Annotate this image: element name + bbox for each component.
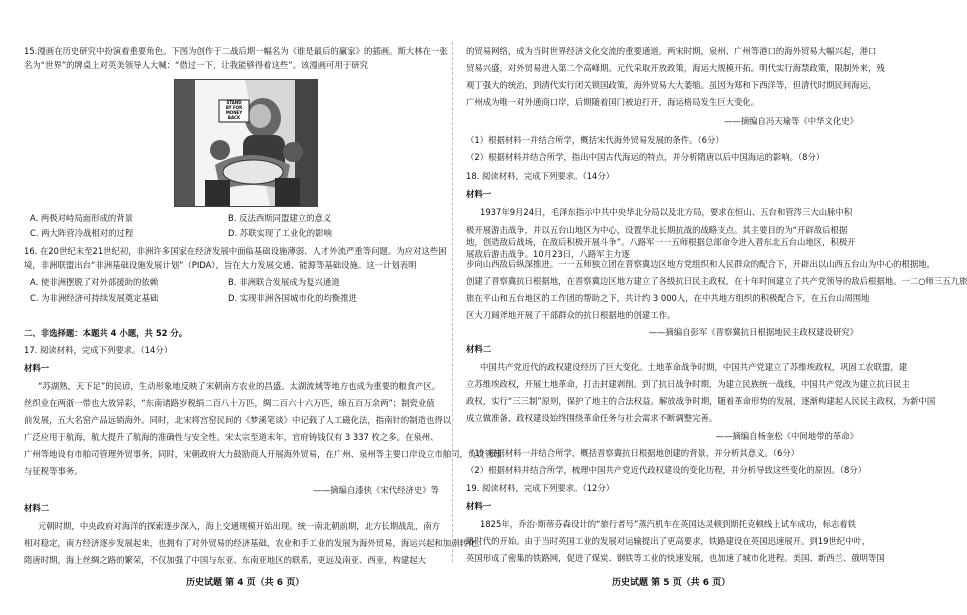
q19-material-1-line: 1825年，乔治·斯蒂芬森设计的“旅行者号”蒸汽机车在英国达灵顿到斯托克顿线上试车成功，标志着铁 xyxy=(480,519,857,529)
q17-material-2-line: 元朝时期，中央政府对海洋的探索逐步深入，海上交通规模开始出现。统一南北朝前期，北方长期战乱，南方 xyxy=(38,521,440,531)
q17-title: 17. 阅读材料，完成下列要求。（14分） xyxy=(24,345,173,355)
q17-material-1-label: 材料一 xyxy=(24,363,50,373)
q18-material-2-label: 材料二 xyxy=(466,344,492,354)
cartoon-illustration xyxy=(175,80,317,206)
q18-requirement-1: （1）根据材料一并结合所学，概括晋察冀抗日根据地创建的背景，并分析其意义。（6分） xyxy=(466,448,800,458)
q18-material-2-line: 政权，实行“三三制”原则，保护了地主的合法权益。解放战争时期，随着革命形势的发展，逐渐构建起人民民主政权，为新中国 xyxy=(466,396,936,406)
q17-material-2-line: 隋唐时期，海上丝绸之路的繁荣，不仅加强了中国与东亚、东南亚地区的联系，更远及南亚、西亚，构建起大 xyxy=(24,555,426,565)
page-footer-right: 历史试题 第 5 页（共 6 页） xyxy=(612,578,731,588)
q18-material-1-line: 旅在平山和五台地区的工作团的帮助之下，共计约 3 000人，在中共地方组织的积极配合下，在五台山周围地 xyxy=(466,293,870,303)
q18-requirement-2: （2）根据材料并结合所学，梳理中国共产党近代政权建设的变化历程，并分析导致这些变化的原因。（8分） xyxy=(466,465,867,475)
q18-material-2-line: 中国共产党近代的政权建设经历了巨大变化。土地革命战争时期，中国共产党建立了苏维埃政权，巩固工农联盟，建 xyxy=(480,362,908,372)
q17-requirement-2: （2）根据材料并结合所学，指出中国古代海运的特点，并分析隋唐以后中国海运的影响。（8分） xyxy=(466,152,825,162)
q15-stem-line-2: 名为“世界”的牌桌上对英美领导人大喊：“借过一下，让我能够得着这些”。该漫画可用于研究 xyxy=(24,60,368,70)
cartoon-sign-line-3: MONEY xyxy=(225,110,243,115)
page-footer-left: 历史试题 第 4 页（共 6 页） xyxy=(186,578,305,588)
q16-stem-line-2: 境，非洲联盟出台“非洲基础设施发展计划”（PIDA），旨在大力发展交通、能源等基础设施。这一计划表明 xyxy=(24,260,417,270)
q16-option-d: D. 实现非洲各国城市化的均衡推进 xyxy=(228,293,358,303)
q19-material-1-label: 材料一 xyxy=(466,501,492,511)
q18-title: 18. 阅读材料，完成下列要求。（14分） xyxy=(466,171,615,181)
right-column xyxy=(466,0,967,615)
q17-material-2-cont-line: 观丁强大的统治，到清代实行闭关锁国政策，海外贸易大大萎缩。虽因为郑和下西洋等，但清代时期民间海运， xyxy=(466,80,877,90)
q17-material-2-label: 材料二 xyxy=(24,503,50,513)
q17-material-1-source: ——摘编自漆侠《宋代经济史》等 xyxy=(313,485,439,495)
political-cartoon xyxy=(174,79,318,207)
q17-material-1-line: 广州等地设有市舶司管理外贸事务，同时，宋朝政府大力鼓励商人开展海外贸易，在广州、泉州等主要口岸设立市舶司，负责管理 xyxy=(24,449,502,459)
column-divider xyxy=(452,42,453,562)
q17-material-2-cont-line: 贸易兴盛，对外贸易进入第二个高峰期。元代采取开放政策，海运大规模开拓。明代实行海禁政策，限制外来，残 xyxy=(466,63,885,73)
q18-material-2-line: 立苏维埃政权，开展土地革命，打击封建剥削。到了抗日战争时期，为建立民族统一战线，中国共产党改为建立抗日民主 xyxy=(466,379,910,389)
q18-material-1-line: 1937年9月24日，毛泽东指示中共中央华北分局以及北方局，要求在恒山、五台和管涔三大山脉中积 xyxy=(480,207,853,217)
q18-material-1-line: 创建了晋察冀抗日根据地，在晋察冀边区地方建立了各级抗日民主政权，在十年时间建立了共产党领导的敌后根据地。一二○师三五九旅 xyxy=(466,276,967,286)
q17-material-1-line: “苏湖熟，天下足”的民谚，生动形象地反映了宋朝南方农业的昌盛。太湖流域等地方也成为重要的粮食产区。 xyxy=(38,381,441,391)
q16-option-c: C. 为非洲经济可持续发展奠定基础 xyxy=(30,293,159,303)
q19-material-1-line: 路时代的开始。由于当时英国工业的发展对运输提出了更高要求，铁路建设在英国迅速展开。到19世纪中叶， xyxy=(466,536,871,546)
q18-material-1-line: 区大刀阔斧地开展了干部群众的抗日根据地的创建工作。 xyxy=(466,310,676,320)
q15-option-a: A. 两极对峙局面形成的背景 xyxy=(30,213,134,223)
q15-option-b: B. 反法西斯同盟建立的意义 xyxy=(228,213,332,223)
q17-requirement-1: （1）根据材料一并结合所学，概括宋代海外贸易发展的条件。（6分） xyxy=(466,135,724,145)
q18-material-1-line: 步向山西敌后纵深推进。一一五师独立团在晋察冀边区地方党组织和人民群众的配合下，开辟出以山西五台山为中心的根据地， xyxy=(466,259,935,269)
q16-option-a: A. 使非洲摆脱了对外部援助的依赖 xyxy=(30,277,159,287)
q19-title: 19. 阅读材料，完成下列要求。（12分） xyxy=(466,483,615,493)
q17-material-1-line: 丝织业在两浙一带也大放异彩，“东南诸路岁税绢二百八十万匹，绸二百六十六万匹，绵五百万余两”；制瓷业值 xyxy=(24,398,435,408)
q17-material-1-line: 与征税等事务。 xyxy=(24,466,83,476)
cartoon-sign-line-2: BY FOR xyxy=(225,105,243,110)
q17-material-2-line: 相对稳定，南方经济逐步发展起来，也拥有了对外贸易的经济基础，农业和手工业的发展为海外贸易，海运兴起和加剧转化。 xyxy=(24,538,485,548)
q17-material-2-source: ——摘编自冯天瑜等《中华文化史》 xyxy=(724,116,858,126)
q17-material-2-cont-line: 广州成为唯一对外通商口岸，后期随着国门被迫打开，海运格局发生巨大变化。 xyxy=(466,97,760,107)
q17-material-2-cont-line: 的贸易网络，成为当时世界经济文化交流的重要通道。两宋时期，泉州、广州等港口的海外贸易大幅兴起，港口 xyxy=(466,46,877,56)
left-column xyxy=(24,0,502,615)
cartoon-sign-line-1: STAND xyxy=(226,100,242,105)
q15-stem-line-1: 15.漫画在历史研究中扮演着重要角色。下图为创作于二战后期一幅名为《谁是最后的赢家》的插画。斯大林在一张 xyxy=(24,46,448,56)
cartoon-sign-line-4: BACK xyxy=(227,115,241,120)
q18-material-1-label: 材料一 xyxy=(466,189,492,199)
q18-material-2-source: ——摘编自杨奎松《中间地带的革命》 xyxy=(715,431,858,441)
q17-material-1-line: 广泛应用于航海，航大提升了航海的准确性与安全性。宋太宗至道末年，官府铸钱仅有 3 337 枚之多。在泉州、 xyxy=(24,432,439,442)
section-2-heading: 二、非选择题：本题共 4 小题，共 52 分。 xyxy=(24,328,188,338)
q15-option-d: D. 苏联实现了工业化的影响 xyxy=(228,228,332,238)
q19-material-1-line: 英国形成了密集的铁路网，促进了煤炭、钢铁等工业的快速发展，也加速了城市化进程。美国、新西兰、俄明等国 xyxy=(466,553,885,563)
q18-material-1-line: 极开展游击战争，并以五台山地区为中心，设置华北长期抗战的战略支点。其主要目的为“开辟敌后根据地，创造敌后战场，在敌后积极开展斗争”。八路军一一五师根据总部命令进入晋东北五台山地区，积极开展敌后游击战争。10月23日，八路军主力逐 xyxy=(466,225,856,259)
q16-stem-line-1: 16. 在20世纪末至21世纪初，非洲许多国家在经济发展中面临基础设施薄弱、人才外流严重等问题。为应对这些困 xyxy=(24,246,447,256)
cartoon-sign xyxy=(219,100,249,120)
q15-option-c: C. 两大阵营冷战相对的过程 xyxy=(30,228,134,238)
q16-option-b: B. 非洲联合发展成为复兴通道 xyxy=(228,277,340,287)
q18-material-2-line: 成立做准备，政权建设始终围绕革命任务与社会需求不断调整完善。 xyxy=(466,413,718,423)
q18-material-1-source: ——摘编自彭军《晋察冀抗日根据地民主政权建设研究》 xyxy=(648,327,858,337)
q17-material-1-line: 前发展，五大名窑产品远销海外。同时，北宋将宫窑民间的《梦溪笔谈》中记载了人工磁化法，指南针的制造也得以 xyxy=(24,415,452,425)
